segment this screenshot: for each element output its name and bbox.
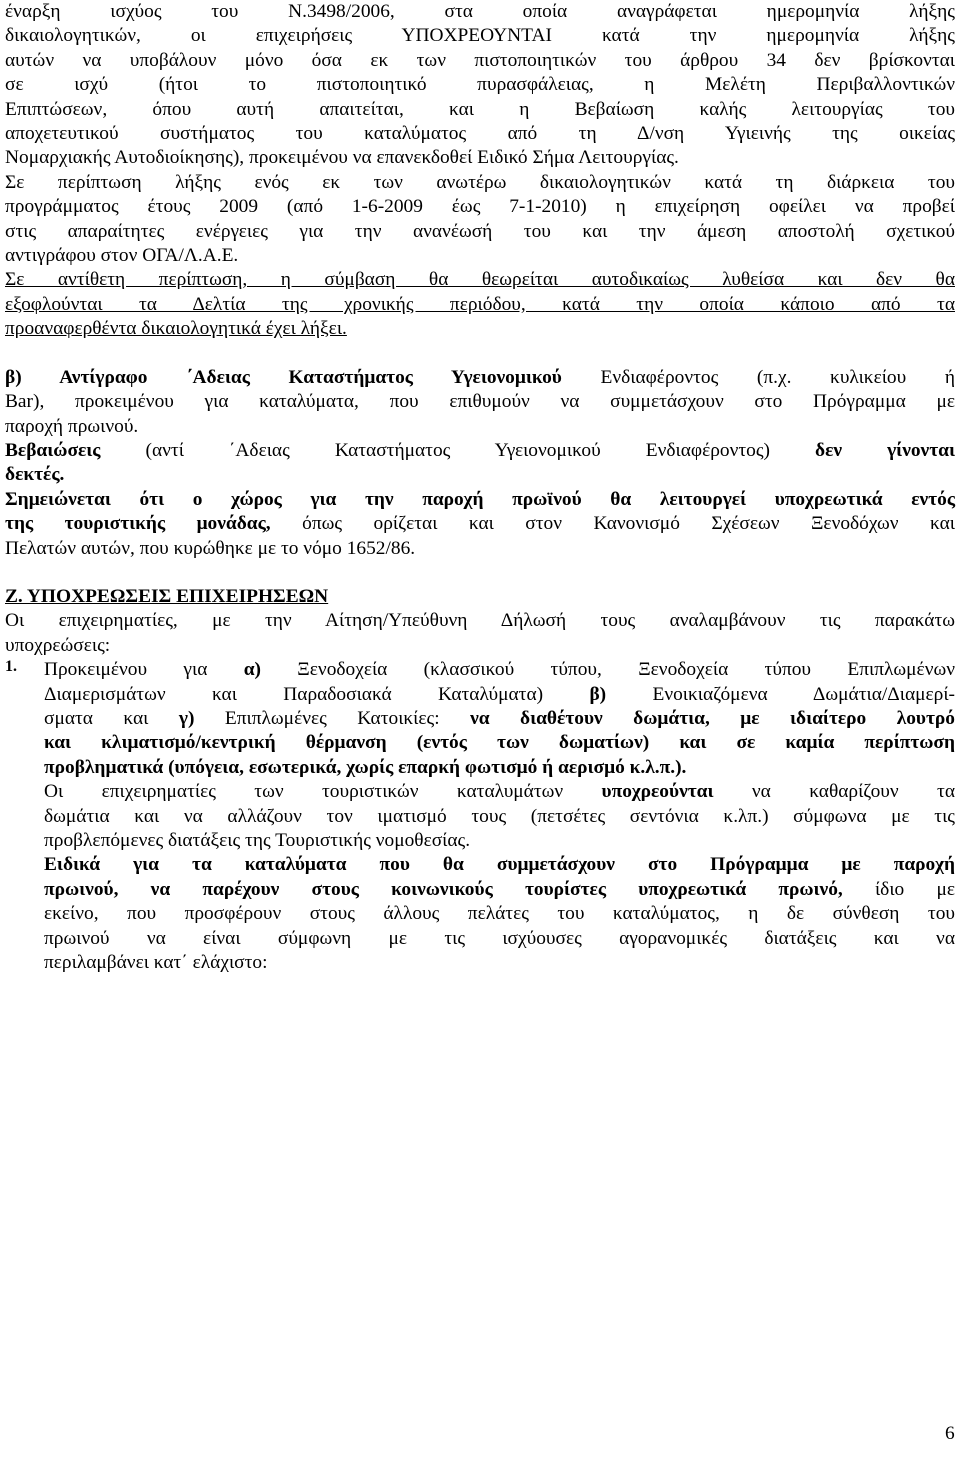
text-line: υποχρεώσεις: bbox=[5, 634, 111, 656]
text-line: εκείνο, που προσφέρουν στους άλλους πελάτες του καταλύματος, η δε σύνθεση του bbox=[44, 903, 955, 925]
text-line: Σημειώνεται ότι ο χώρος για την παροχή πρωϊνού θα λειτουργεί υποχρεωτικά εντός bbox=[5, 488, 955, 510]
text-line: Επιπτώσεων, όπου αυτή απαιτείται, και η Βεβαίωση καλής λειτουργίας του bbox=[5, 98, 955, 120]
text-line: Διαμερισμάτων και Παραδοσιακά Καταλύματα) β) Ενοικιαζόμενα Δωμάτια/Διαμερί- bbox=[44, 683, 955, 705]
section-z-heading: Ζ. ΥΠΟΧΡΕΩΣΕΙΣ ΕΠΙΧΕΙΡΗΣΕΩΝ bbox=[5, 585, 329, 607]
paragraph-renewal-docs bbox=[5, 0, 955, 171]
text-line: Οι επιχειρηματίες των τουριστικών καταλυμάτων υποχρεούνται να καθαρίζουν τα bbox=[44, 781, 955, 803]
text-line: Σε αντίθετη περίπτωση, η σύμβαση θα θεωρείται αυτοδικαίως λυθείσα και δεν θα bbox=[5, 269, 955, 291]
text-line: και κλιματισμό/κεντρική θέρμανση (εντός των δωματίων) και σε καμία περίπτωση bbox=[44, 732, 955, 754]
section-b-title: β) Αντίγραφο ΄Αδειας Καταστήματος Υγειονομικού bbox=[5, 366, 562, 388]
text-line: προβληματικά (υπόγεια, εσωτερικά, χωρίς επαρκή φωτισμό ή αερισμό κ.λ.π.). bbox=[44, 756, 687, 778]
document-page bbox=[5, 0, 955, 975]
text-line: παροχή πρωινού. bbox=[5, 415, 139, 437]
text-line: δωμάτια και να αλλάζουν τον ιματισμό τους (πετσέτες σεντόνια κ.λπ.) σύμφωνα με τις bbox=[44, 805, 955, 827]
text-line: έναρξη ισχύος του Ν.3498/2006, στα οποία αναγράφεται ημερομηνία λήξης bbox=[5, 1, 955, 22]
text-line: Bar), προκειμένου για καταλύματα, που επιθυμούν να συμμετάσχουν στο Πρόγραμμα με bbox=[5, 391, 955, 413]
text-line: προγράμματος έτους 2009 (από 1-6-2009 έως 7-1-2010) η επιχείρηση οφείλει να προβεί bbox=[5, 196, 955, 218]
text-line: της τουριστικής μονάδας, όπως ορίζεται και στον Κανονισμό Σχέσεων Ξενοδόχων και bbox=[5, 513, 955, 535]
text-line: σματα και γ) Επιπλωμένες Κατοικίες: να διαθέτουν δωμάτια, με ιδιαίτερο λουτρό bbox=[44, 707, 956, 729]
text-line: εξοφλούνται τα Δελτία της χρονικής περιόδου, κατά την οποία κάποιο από τα bbox=[5, 293, 955, 315]
text-line: Ειδικά για τα καταλύματα που θα συμμετάσχουν στο Πρόγραμμα με παροχή bbox=[44, 854, 955, 876]
text-line: αντιγράφου στον ΟΓΑ/Λ.Α.Ε. bbox=[5, 245, 239, 267]
page-number: 6 bbox=[945, 1423, 955, 1444]
text-line: Νομαρχιακής Αυτοδιοίκησης), προκειμένου να επανεκδοθεί Ειδικό Σήμα Λειτουργίας. bbox=[5, 147, 679, 169]
text-line: πρωινού, να παρέχουν στους κοινωνικούς τουρίστες υποχρεωτικά πρωινό, ίδιο με bbox=[44, 878, 955, 900]
list-item-number: 1. bbox=[5, 658, 17, 676]
certificates-note-line: Βεβαιώσεις (αντί ΄Αδειας Καταστήματος Υγειονομικού Ενδιαφέροντος) δεν γίνονται bbox=[5, 439, 955, 461]
text-line: πρωινού να είναι σύμφωνη με τις ισχύουσες αγορανομικές διατάξεις και να bbox=[44, 927, 955, 949]
text-line: αυτών να υποβάλουν μόνο όσα εκ των πιστοποιητικών του άρθρου 34 δεν βρίσκονται bbox=[5, 49, 955, 71]
paragraph-expiry-during-program bbox=[5, 171, 955, 269]
text-line: Οι επιχειρηματίες, με την Αίτηση/Υπεύθυνη Δήλωσή τους αναλαμβάνουν τις παρακάτω bbox=[5, 610, 955, 632]
text-line: Προκειμένου για α) Ξενοδοχεία (κλασσικού τύπου, Ξενοδοχεία τύπου Επιπλωμένων bbox=[44, 659, 955, 681]
paragraph-contract-termination bbox=[5, 268, 955, 341]
list-item bbox=[5, 658, 955, 975]
text-line: στις απαραίτητες ενέργειες για την ανανέωσή του και την άμεση αποστολή σχετικού bbox=[5, 220, 955, 242]
section-b-health-license bbox=[5, 366, 955, 561]
text-line: δεκτές. bbox=[5, 464, 65, 486]
text-line: δικαιολογητικών, οι επιχειρήσεις ΥΠΟΧΡΕΟΥΝΤΑΙ κατά την ημερομηνία λήξης bbox=[5, 25, 955, 47]
text-line: προβλεπόμενες διατάξεις της Τουριστικής νομοθεσίας. bbox=[44, 830, 471, 851]
text-line: σε ισχύ (ήτοι το πιστοποιητικό πυρασφάλειας, η Μελέτη Περιβαλλοντικών bbox=[5, 74, 955, 96]
text-line: αποχετευτικού συστήματος του καταλύματος από τη Δ/νση Υγιεινής της οικείας bbox=[5, 123, 955, 145]
text-line: προαναφερθέντα δικαιολογητικά έχει λήξει. bbox=[5, 318, 347, 340]
text-line: Σε περίπτωση λήξης ενός εκ των ανωτέρω δικαιολογητικών κατά τη διάρκεια του bbox=[5, 171, 955, 193]
section-z-obligations bbox=[5, 585, 955, 976]
text-line: Πελατών αυτών, που κυρώθηκε με το νόμο 1652/86. bbox=[5, 537, 416, 559]
text-line: περιλαμβάνει κατ΄ ελάχιστο: bbox=[44, 952, 268, 974]
section-b-title-line: β) Αντίγραφο ΄Αδειας Καταστήματος Υγειονομικού Ενδιαφέροντος (π.χ. κυλικείου ή bbox=[5, 366, 956, 388]
